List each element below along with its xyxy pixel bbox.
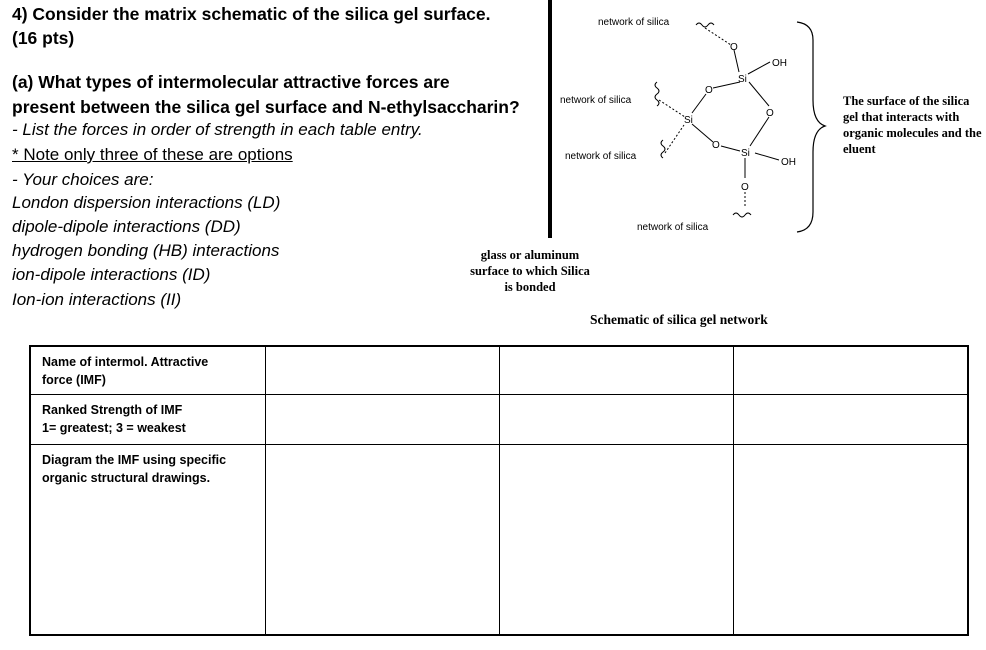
part-a-line: present between the silica gel surface and N-ethylsaccharin? (12, 96, 520, 117)
bond (721, 146, 740, 151)
question-title (12, 2, 491, 50)
network-label: network of silica (598, 17, 670, 28)
silicon-atom: Si (738, 74, 747, 85)
answer-cell[interactable] (266, 445, 500, 636)
row-header (30, 395, 266, 445)
row-header (30, 346, 266, 395)
oxygen-atom: O (730, 42, 738, 53)
row-header-line: force (IMF) (42, 373, 106, 387)
choice-item: ion-dipole interactions (ID) (12, 265, 211, 284)
answer-cell[interactable] (500, 395, 734, 445)
surface-brace (797, 22, 825, 232)
question-title-line: 4) Consider the matrix schematic of the silica gel surface. (12, 4, 491, 24)
table-row (30, 445, 968, 636)
choice-item: London dispersion interactions (LD) (12, 193, 281, 212)
surface-note: The surface of the silica gel that interacts with organic molecules and the eluent (843, 94, 982, 156)
answer-cell[interactable] (266, 346, 500, 395)
bond (734, 50, 739, 72)
row-header-line: Diagram the IMF using specific (42, 453, 227, 467)
network-label: network of silica (565, 151, 637, 162)
choice-item: Ion-ion interactions (II) (12, 290, 182, 309)
wavy-break (733, 213, 751, 217)
answer-cell[interactable] (500, 445, 734, 636)
choice-item: dipole-dipole interactions (DD) (12, 217, 241, 236)
table-row (30, 395, 968, 445)
answer-cell[interactable] (500, 346, 734, 395)
bond (755, 153, 779, 160)
dotted-bond (665, 125, 684, 153)
silicon-atom: Si (741, 148, 750, 159)
bond (692, 124, 713, 142)
network-label: network of silica (637, 222, 709, 233)
wavy-break (655, 82, 659, 106)
wavy-break (696, 23, 714, 27)
row-header (30, 445, 266, 636)
answer-cell[interactable] (734, 445, 969, 636)
row-header-line: organic structural drawings. (42, 471, 211, 485)
table-row (30, 346, 968, 395)
oxygen-atom: O (741, 182, 749, 193)
hydroxyl-group: OH (772, 58, 787, 69)
bond (692, 94, 706, 113)
row-header-line: Ranked Strength of IMF (42, 403, 183, 417)
hydroxyl-group: OH (781, 157, 796, 168)
glass-surface-bar (548, 0, 552, 238)
network-label: network of silica (560, 95, 632, 106)
choice-item: hydrogen bonding (HB) interactions (12, 241, 280, 260)
imf-answer-table (29, 345, 969, 636)
oxygen-atom: O (766, 108, 774, 119)
part-a-line: (a) What types of intermolecular attractive forces are (12, 72, 450, 92)
wavy-break (661, 140, 665, 158)
part-a-prompt (12, 70, 520, 119)
answer-cell[interactable] (734, 346, 969, 395)
choices-header: - Your choices are: (12, 170, 154, 189)
dotted-bond (705, 28, 731, 45)
bond (750, 117, 769, 146)
silica-gel-schematic (555, 0, 845, 245)
bond (713, 82, 740, 88)
schematic-caption: Schematic of silica gel network (590, 312, 768, 327)
answer-cell[interactable] (266, 395, 500, 445)
note-text: * Note only three of these are options (12, 145, 293, 164)
silicon-atom: Si (684, 115, 693, 126)
row-header-line: 1= greatest; 3 = weakest (42, 421, 186, 435)
bond (748, 62, 770, 74)
question-points: (16 pts) (12, 28, 75, 48)
bond (749, 82, 769, 106)
oxygen-atom: O (712, 140, 720, 151)
instruction-text: - List the forces in order of strength in each table entry. (12, 120, 423, 139)
glass-caption: glass or aluminum surface to which Silica is bonded (470, 248, 590, 294)
row-header-line: Name of intermol. Attractive (42, 355, 209, 369)
answer-cell[interactable] (734, 395, 969, 445)
oxygen-atom: O (705, 85, 713, 96)
dotted-bond (659, 100, 685, 117)
